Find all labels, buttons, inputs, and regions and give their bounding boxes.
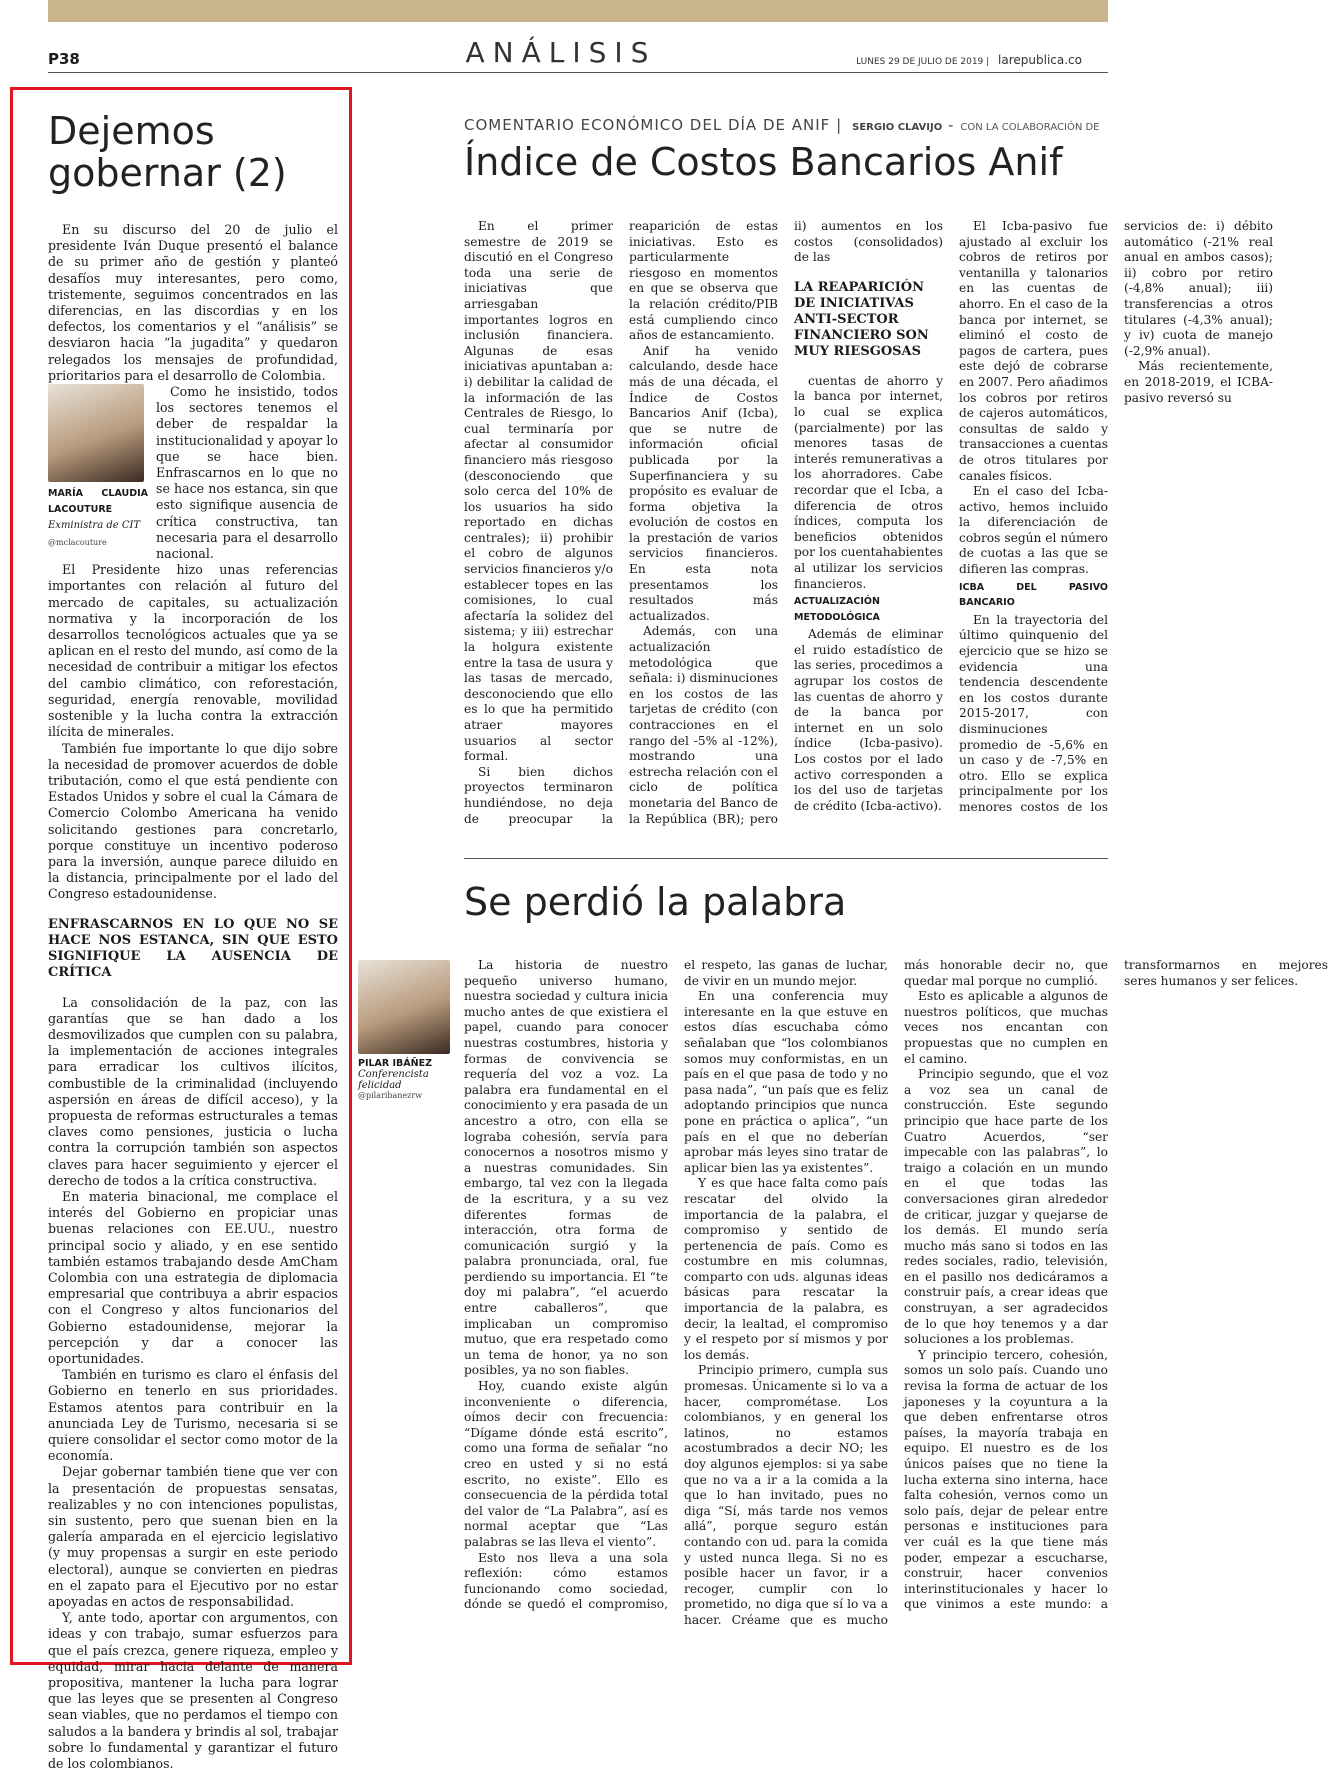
header-rule: [48, 72, 1108, 73]
paragraph: Más recientemente, en 2018-2019, el ICBA-pasivo reversó su: [1124, 359, 1273, 405]
author-name: PILAR IBÁÑEZ: [358, 1058, 432, 1069]
anif-kicker-text: COMENTARIO ECONÓMICO DEL DÍA DE ANIF: [464, 116, 831, 134]
paragraph: Principio segundo, que el voz a voz sea un canal de construcción. Este segundo principio que hace parte de los Cuatro Acuerdos, “ser impecable con las palabras”, lo traigo a colación en un mundo en el que todas las conversaciones giran alrededor de criticar, juzgar y quejarse de los demás. El mundo sería mucho más sano si todos en las redes sociales, radio, televisión, en el pasillo nos dedicáramos a construir país, a crear ideas que construyan, a ser agradecidos de lo que hoy tenemos y a dar soluciones a los problemas.: [904, 1067, 1108, 1347]
paragraph: Además, con una actualización metodológica que señala: i) disminuciones en los costos de las tarjetas de crédito (con contracciones en el rango del -5% al -12%), mostrando una estrecha relación con el ciclo de política monetaria del Banco de la República (BR); pero ii) aumentos en los costos (consolidados) de las: [629, 219, 943, 826]
palabra-title: Se perdió la palabra: [464, 880, 847, 924]
anif-kicker: COMENTARIO ECONÓMICO DEL DÍA DE ANIF | SERGIO CLAVIJO - CON LA COLABORACIÓN DE: [464, 116, 1100, 134]
left-subhead: ENFRASCARNOS EN LO QUE NO SE HACE NOS ESTANCA, SIN QUE ESTO SIGNIFIQUE LA AUSENCIA DE CRÍTICA: [48, 916, 338, 980]
paragraph: El Presidente hizo unas referencias importantes con relación al futuro del mercado de capitales, su actualización normativa y la incorporación de los desarrollos tecnológicos actuales que ya se aplican en el resto del mundo, así como de la necesidad de contribuir a mitigar los efectos del cambio climático, con reforestación, seguridad, energía renovable, movilidad sostenible y la lucha contra la extracción ilícita de minerales.: [48, 562, 338, 740]
palabra-body: [464, 958, 1328, 1638]
anif-author: SERGIO CLAVIJO: [852, 122, 943, 133]
paragraph: También en turismo es claro el énfasis del Gobierno en tenerlo en sus prioridades. Estamos atentos para contribuir en la anunciada Ley de Turismo, necesaria si se quiere consolidar el sector como motor de la economía.: [48, 1367, 338, 1464]
author-photo: [358, 960, 450, 1054]
page-number: P38: [48, 50, 80, 68]
paragraph: Esto nos lleva a una sola reflexión: cómo estamos funcionando como sociedad, dónde se quedó el compromiso, el respeto, las ganas de luchar, de vivir en un mundo mejor.: [464, 958, 888, 1612]
paragraph: En el primer semestre de 2019 se discutió en el Congreso toda una serie de iniciativas que arriesgaban importantes logros en inclusión financiera. Algunas de esas iniciativas apuntaban a: i) debilitar la calidad de la información de las Centrales de Riesgo, lo cual terminaría por afectar al consumidor financiero más riesgoso (desconociendo que solo cerca del 10% de los usuarios ha sido reportado en dichas centrales); ii) prohibir el cobro de algunos servicios financieros y/o establecer topes en las comisiones, lo cual afectaría la solidez del sistema; y iii) estrechar la holgura existente entre la tasa de usura y las tasas de mercado, desconociendo que ello es lo que ha permitido atraer mayores usuarios al sector formal.: [464, 219, 613, 764]
anif-collab: CON LA COLABORACIÓN DE: [960, 122, 1100, 133]
author-box: [48, 384, 148, 551]
left-article-body: [48, 222, 338, 1772]
paragraph: Si bien dichos proyectos terminaron hundiéndose, no deja de preocupar la reaparición de estas iniciativas. Esto es particularmente riesgoso en momentos en que se observa que la relación crédito/PIB está cumpliendo cinco años de estancamiento.: [464, 219, 778, 826]
paragraph: Y, ante todo, aportar con argumentos, con ideas y con trabajo, sumar esfuerzos para que el país crezca, genere riqueza, empleo y equidad, mirar hacia delante de manera propositiva, mantener la lucha para lograr que las leyes que se presenten al Congreso sean viables, que no perdamos el tiempo con saludos a la bandera y brindis al sol, trabajar sobre lo fundamental y garantizar el futuro de los colombianos.: [48, 1610, 338, 1772]
issue-date: LUNES 29 DE JULIO DE 2019: [856, 57, 984, 67]
paragraph: La consolidación de la paz, con las garantías que se han dado a los desmovilizados que cumplen con su palabra, la implementación de acciones integrales para erradicar los cultivos ilícitos, combustible de la criminalidad (incluyendo aspersión en áreas de difícil acceso), y la propuesta de reformas estructurales a temas claves como pensiones, justicia o lucha contra la corrupción también son aspectos claves para hacer seguimiento y ejercer el derecho de todos a la crítica constructiva.: [48, 994, 338, 1188]
paragraph: Anif ha venido calculando, desde hace más de una década, el Índice de Costos Bancarios Anif (Icba), que se nutre de información oficial publicada por la Superfinanciera y su propósito es evaluar de forma objetiva la evolución de costos en la prestación de varios servicios financieros. En esta nota presentamos los resultados más actualizados.: [629, 343, 778, 623]
author-handle: @mclacouture: [48, 537, 107, 547]
author-name: MARÍA CLAUDIA LACOUTURE: [48, 488, 148, 516]
paragraph: Como he insistido, todos los sectores tenemos el deber de respaldar la institucionalidad y apoyar lo que se hace bien. Enfrascarnos en lo que no se hace nos estanca, sin que esto signifique ausencia de crítica constructiva, tan necesaria para el desarrollo nacional.: [156, 384, 338, 562]
paragraph: Dejar gobernar también tiene que ver con la presentación de propuestas sensatas, realizables y no con intenciones populistas, sin sustento, pero que suenan bien en la galería amparada en el ejercicio legislativo (y muy propensas a surgir en este periodo electoral), aunque se convierten en piedras en el zapato para el Ejecutivo por no estar apoyadas en actos de responsabilidad.: [48, 1464, 338, 1610]
paragraph: Principio primero, cumpla sus promesas. Únicamente si lo va a hacer, comprométase. Los colombianos, y en general los latinos, no estamos acostumbrados a decir NO; les doy algunos ejemplos: si ya sabe que no va a ir a la comida a la que lo han invitado, pues no diga “Sí, más tarde nos vemos allá”, porque seguro están contando con ud. para la comida y usted nunca llega. Si no es posible hacer un favor, ir a recoger, cumplir con lo prometido, no diga que sí lo va a hacer. Créame que es mucho más honorable decir no, que quedar mal porque no cumplió.: [684, 958, 1108, 1627]
anif-title: Índice de Costos Bancarios Anif: [464, 140, 1063, 184]
paragraph: En el caso del Icba-activo, hemos incluido la diferenciación de cobros según el número de cuotas a las que se difieren las compras.: [959, 484, 1108, 577]
top-color-bar: [48, 0, 1108, 22]
paragraph: En materia binacional, me complace el interés del Gobierno en propiciar unas buenas relaciones con EE.UU., nuestro principal socio y aliado, y en ese sentido también estamos trabajando desde AmCham Colombia con una estrategia de diplomacia empresarial que contribuya a abrir espacios con el Congreso y altos funcionarios del Gobierno estadounidense, mejorar la percepción y dar a conocer las oportunidades.: [48, 1188, 338, 1366]
paragraph: En una conferencia muy interesante en la que estuve en estos días escuchaba cómo señalaban que “los colombianos somos muy conformistas, en un país en el que pasa de todo y no pasa nada”, “un país que es feliz adoptando principios que nunca pone en práctica o aplica”, “un país en el que no deberían aprobar más leyes sino tratar de aplicar bien las ya existentes”.: [684, 989, 888, 1175]
left-article-title: Dejemos gobernar (2): [48, 109, 287, 195]
author-box: [358, 960, 453, 1100]
paragraph: También fue importante lo que dijo sobre la necesidad de promover acuerdos de doble tributación, como el que está pendiente con Estados Unidos y sobre el cual la Cámara de Comercio Colombo Americana ha venido solicitando gestiones para concretarlo, porque constituye un incentivo poderoso para la inversión, aunque parece diluido en la distancia, principalmente por el lado del Congreso estadounidense.: [48, 740, 338, 902]
paragraph: cuentas de ahorro y la banca por internet, lo cual se explica (parcialmente) por las menores tasas de interés remunerativas a los ahorradores. Cabe recordar que el Icba, a diferencia de otros índices, computa los beneficios obtenidos por los cuentahabientes al utilizar los servicios financieros.: [794, 373, 943, 591]
site-name: larepublica.co: [998, 53, 1082, 67]
anif-header: [464, 116, 1104, 184]
anif-body: [464, 219, 1273, 829]
paragraph: La historia de nuestro pequeño universo humano, nuestra sociedad y cultura inicia mucho antes de que existiera el papel, cuando para conocer nuestras costumbres, historia y formas de convivencia se requería del voz a voz. La palabra era fundamental en el conocimiento y era pasada de un ancestro a otro, con ella se lograba cohesión, servía para conocernos a nosotros mismo y a nuestras comunidades. Sin embargo, tal vez con la llegada de la escritura, y a su vez diferentes formas de interacción, otra forma de comunicación surgió y la palabra pronunciada, oral, fue perdiendo su importancia. El “te doy mi palabra”, “el acuerdo entre caballeros”, que implicaban un compromiso mutuo, que era respetado como un tema de honor, ya no son posibles, ya no son fiables.: [464, 958, 668, 1378]
paragraph: Y es que hace falta como país rescatar del olvido la importancia de la palabra, el compromiso y sentido de pertenencia de país. Como es costumbre en mis columnas, comparto con uds. algunas ideas básicas para rescatar la importancia de la palabra, es decir, la lealtad, el compromiso y el respeto por sí mismos y por los demás.: [684, 1176, 888, 1362]
left-column-article: [48, 110, 338, 1772]
author-role: Exministra de CIT: [48, 520, 141, 532]
author-photo: [48, 384, 144, 482]
anif-pull-quote: LA REAPARICIÓN DE INICIATIVAS ANTI-SECTOR FINANCIERO SON MUY RIESGOSAS: [794, 279, 929, 359]
paragraph: Además de eliminar el ruido estadístico de las series, procedimos a agrupar los costos de las cuentas de ahorro y de la banca por internet en un solo índice (Icba-pasivo). Los costos por el lado activo corresponden a los del uso de tarjetas de crédito (Icba-activo).: [794, 627, 943, 813]
section-divider: [464, 858, 1108, 859]
paragraph: Hoy, cuando existe algún inconveniente o diferencia, oímos decir con frecuencia: “Dígame dónde está escrito”, como una forma de señalar “no creo en usted y si no está escrito, no existe”. Ello es consecuencia de la pérdida total del valor de “La Palabra”, así es normal aceptar que “Las palabras se las lleva el viento”.: [464, 1379, 668, 1549]
author-handle: @pilaribanezrw: [358, 1091, 423, 1100]
anif-subhead: ICBA DEL PASIVO BANCARIO: [959, 581, 1108, 609]
paragraph: En su discurso del 20 de julio el presidente Iván Duque presentó el balance de su primer año de gestión y planteó desafíos muy interesantes, pero como, tristemente, seguimos concentrados en las diferencias, en las discordias y en los defectos, los comentarios y el “análisis” se desviaron hacia “la jugadita” y quedaron relegados los mensajes de profundidad, prioritarios para el desarrollo de Colombia.: [48, 222, 338, 383]
paragraph: En la trayectoria del último quinquenio del ejercicio que se hizo se evidencia una tendencia descendente en los costos durante 2015-2017, con disminuciones promedio de -5,6% en un caso y de -7,5% en otro. Ello se explica principalmente por los menores costos de los servicios de: i) débito automático (-21% real anual en ambos casos); ii) cobro por retiro (-4,8% anual); iii) transferencias a otros titulares (-4,3% anual); y iv) cuota de manejo (-2,9% anual).: [959, 219, 1273, 814]
anif-subhead: ACTUALIZACIÓN METODOLÓGICA: [794, 596, 880, 623]
section-title: ANÁLISIS: [465, 36, 657, 69]
paragraph: Esto es aplicable a algunos de nuestros políticos, que muchas veces nos encantan con propuestas que no cumplen en el camino.: [904, 989, 1108, 1066]
author-role: Conferencista felicidad: [358, 1069, 429, 1091]
dateline: LUNES 29 DE JULIO DE 2019 | larepublica.co: [856, 53, 1082, 67]
paragraph: El Icba-pasivo fue ajustado al excluir los cobros de retiros por ventanilla y talonarios en las cuentas de ahorro. En el caso de la banca por internet, se eliminó el costo de pagos de cartera, pues este dejó de cobrarse en 2007. Pero añadimos los cobros por retiros de cajeros automáticos, consultas de saldo y transacciones a cuentas de otros titulares por canales físicos.: [959, 219, 1108, 483]
paragraph: Y principio tercero, cohesión, somos un solo país. Cuando uno revisa la forma de actuar de los japoneses y la coyuntura a la que deben enfrentarse otros países, la mayoría trabaja en equipo. El nuestro es de los únicos países que no tiene la lucha externa sino interna, hace falta cohesión, vernos como un solo país, dejar de pelear entre personas e instituciones para ver cuál es la que tiene más poder, empezar a escucharse, construir, hacer convenios interinstitucionales y hacer lo que vinimos a este mundo: a transformarnos en mejores seres humanos y ser felices.: [904, 958, 1328, 1612]
